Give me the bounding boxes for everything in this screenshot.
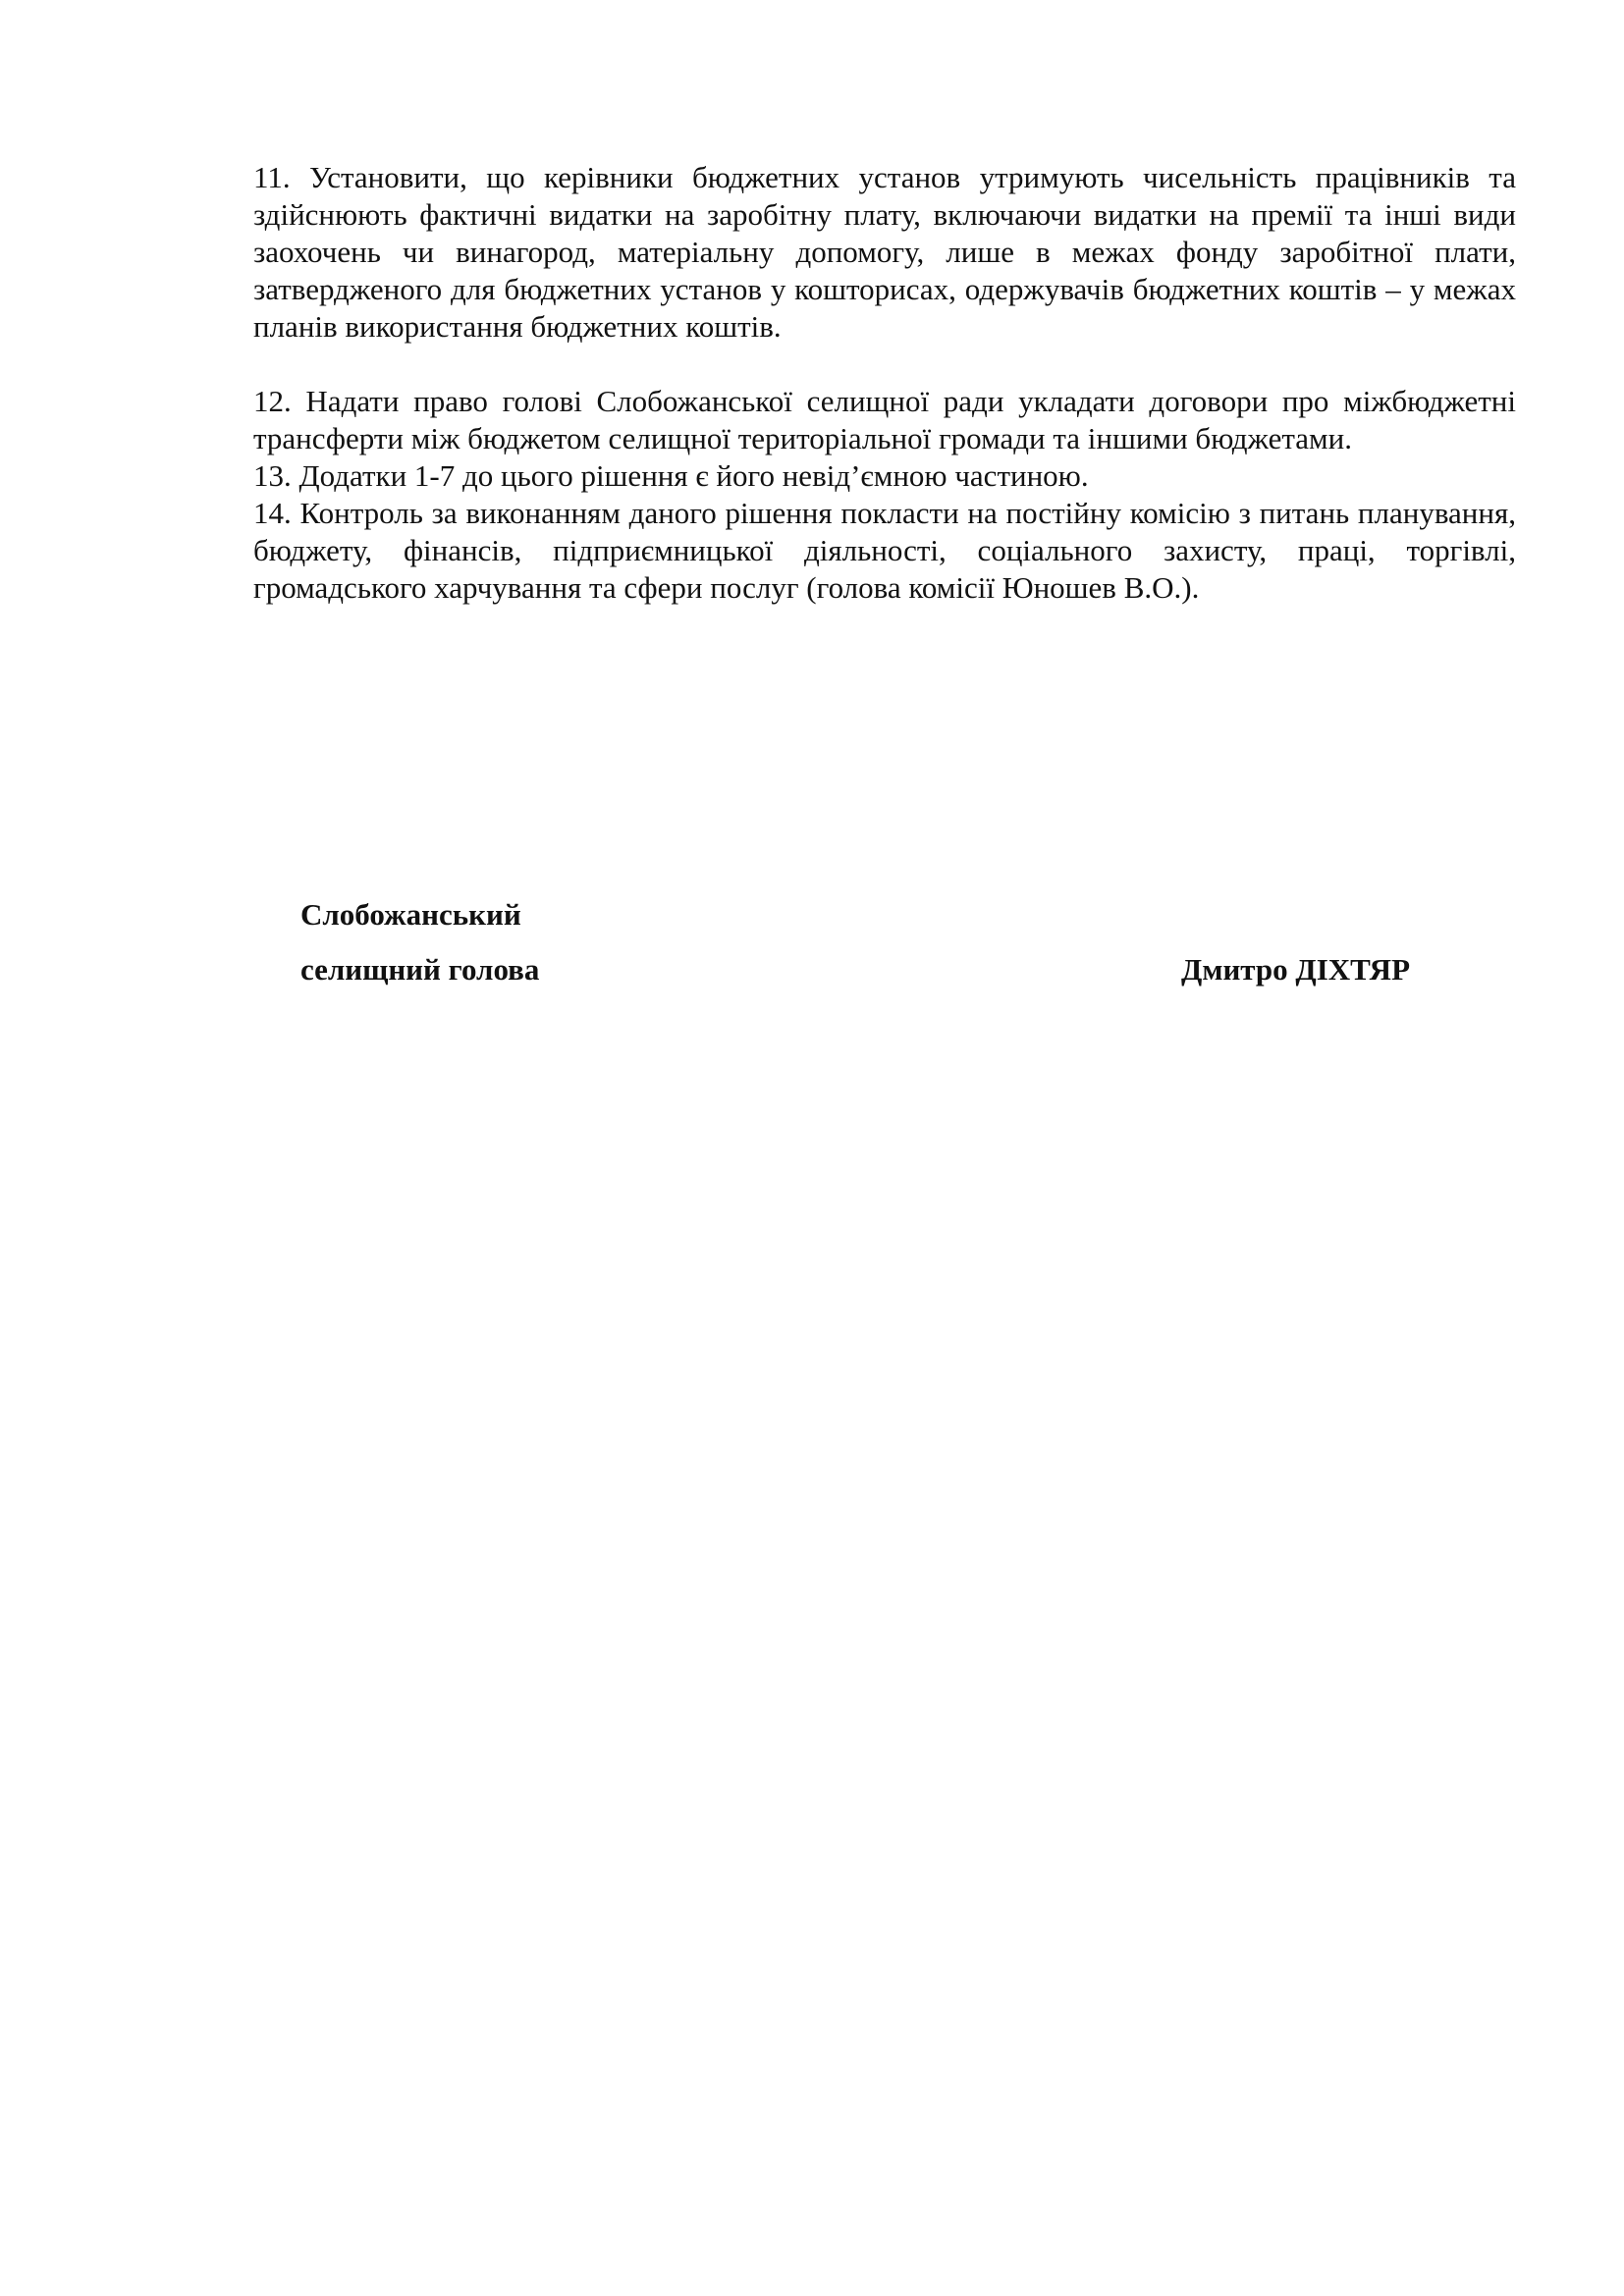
signature-title-line-1: Слобожанський (300, 897, 521, 932)
paragraph-11: 11. Установити, що керівники бюджетних установ утримують чисельність працівників та здійснюють фактичні видатки на заробітну плату, включаючи видатки на премії та інші види заохочень чи винагород, матеріальну допомогу, лише в межах фонду заробітної плати, затвердженого для бюджетних установ у кошторисах, одержувачів бюджетних коштів – у межах планів використання бюджетних коштів. (253, 160, 1516, 344)
signature-title-line-2: селищний голова (300, 952, 540, 987)
paragraph-14: 14. Контроль за виконанням даного рішення покласти на постійну комісію з питань планування, бюджету, фінансів, підприємницької діяльності, соціального захисту, праці, торгівлі, громадського харчування та сфери послуг (голова комісії Юношев В.О.). (253, 496, 1516, 605)
signature-title-row (300, 942, 1410, 997)
signature-block (300, 887, 1410, 997)
document-body (253, 159, 1516, 607)
signatory-name: Дмитро ДІХТЯР (1181, 952, 1410, 987)
paragraph-12: 12. Надати право голові Слобожанської селищної ради укладати договори про міжбюджетні трансферти між бюджетом селищної територіальної громади та іншими бюджетами. (253, 384, 1516, 455)
paragraph-13: 13. Додатки 1-7 до цього рішення є його невід’ємною частиною. (253, 458, 1089, 493)
